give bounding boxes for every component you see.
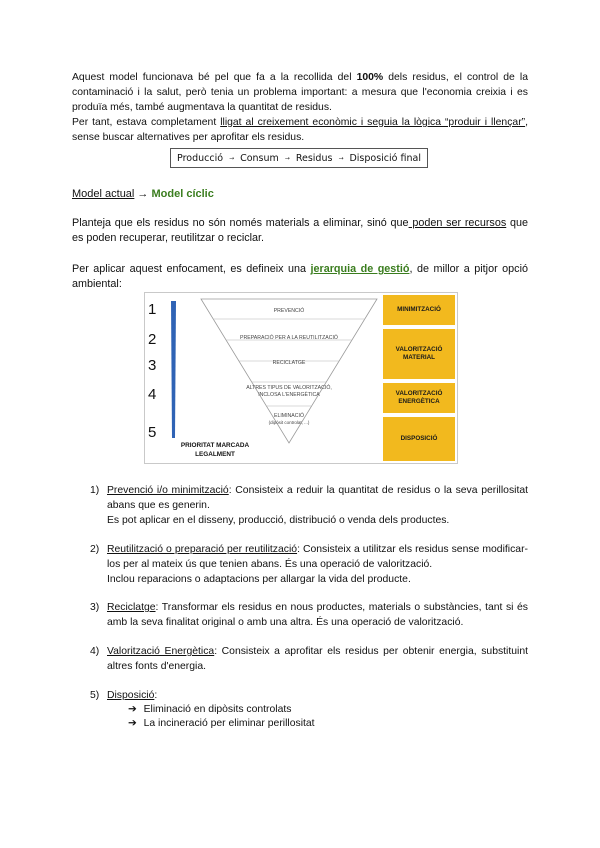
- level-number-2: 2: [148, 331, 157, 348]
- level-prevencio: PREVENCIÓ: [273, 308, 305, 314]
- flow-step-disposicio: Disposició final: [349, 152, 421, 164]
- arrow-bullet-icon: ➔: [128, 718, 137, 729]
- waste-hierarchy-figure: [144, 292, 458, 464]
- level-number-1: 1: [148, 301, 157, 318]
- arrow-icon: →: [229, 154, 235, 162]
- level-reciclatge: RECICLATGE: [272, 360, 306, 366]
- list-item-prevencio: 1) Prevenció i/o minimització: Consisteix a reduir la quantitat de residus o la seva perillositat abans que es generin. Es pot aplicar en el disseny, producció, distribució o venda dels productes.: [90, 485, 528, 526]
- level-number-3: 3: [148, 357, 157, 374]
- flow-step-produccio: Producció: [177, 152, 224, 164]
- flow-step-consum: Consum: [240, 152, 279, 164]
- priority-bar: [171, 301, 176, 438]
- level-number-4: 4: [148, 386, 157, 403]
- resources-paragraph: Planteja que els residus no són només materials a eliminar, sinó que poden ser recursos que es poden recuperar, reutilitzar o reciclar.: [72, 217, 529, 244]
- section-heading: Model actual → Model cíclic: [72, 188, 214, 200]
- list-item-reutilitzacio: 2) Reutilització o preparació per reutilització: Consisteix a utilitzar els residus sense modificar-los per al mateix ús que tenien abans. És una operació de valorització. Inclou reparacions o adaptacions per allargar la vida del producte.: [90, 544, 528, 585]
- arrow-icon: →: [284, 154, 290, 162]
- box-valoritzacio-energetica: VALORITZACIÓ ENERGÈTICA: [383, 383, 455, 413]
- box-disposicio: DISPOSICIÓ: [383, 417, 455, 461]
- arrow-icon: →: [338, 154, 344, 162]
- disposicio-subitem-1: ➔ Eliminació en dipòsits controlats: [128, 704, 292, 715]
- hierarchy-link[interactable]: jerarquia de gestió: [310, 263, 410, 275]
- flow-step-residus: Residus: [295, 152, 333, 164]
- box-valoritzacio-material: VALORITZACIÓ MATERIAL: [383, 329, 455, 379]
- disposicio-subitem-2: ➔ La incineració per eliminar perillositat: [128, 718, 315, 729]
- level-number-5: 5: [148, 424, 157, 441]
- list-item-disposicio: 5) Disposició:: [90, 690, 158, 701]
- arrow-bullet-icon: ➔: [128, 704, 137, 715]
- priority-label: PRIORITAT MARCADA LEGALMENT: [180, 442, 250, 458]
- intro-paragraph-2: Per tant, estava completament lligat al creixement econòmic i seguia la lògica “produir i llençar”, sense buscar alternatives per aprofitar els residus.: [72, 117, 528, 143]
- linear-logic-link[interactable]: lligat al creixement econòmic i seguia la lògica “produir i llençar”: [220, 117, 526, 128]
- linear-flow-diagram: [170, 148, 428, 168]
- level-altres-valoritzacio: ALTRES TIPUS DE VALORITZACIÓ, INCLOSA L'ENERGÈTICA: [246, 385, 332, 398]
- hierarchy-paragraph: Per aplicar aquest enfocament, es defineix una jerarquia de gestió, de millor a pitjor opció ambiental:: [72, 263, 528, 290]
- heading-model-actual: Model actual: [72, 188, 135, 200]
- list-item-reciclatge: 3) Reciclatge: Transformar els residus en nous productes, materials o substàncies, tant si és amb la seva finalitat original o amb una altra. És una operació de valorització.: [90, 602, 528, 628]
- box-minimitzacio: MINIMITZACIÓ: [383, 295, 455, 325]
- level-eliminacio-sub: (dipòsit controlat, ...): [268, 420, 310, 425]
- level-preparacio: PREPARACIÓ PER A LA REUTILITZACIÓ: [240, 335, 338, 341]
- level-eliminacio: ELIMINACIÓ: [274, 413, 304, 419]
- heading-model-ciclic: Model cíclic: [151, 188, 214, 200]
- intro-paragraph: Aquest model funcionava bé pel que fa a la recollida del 100% dels residus, el control de la contaminació i la salut, però tenia un problema important: a mesura que l'economia creixia i es produïa més, també augmentava la quantitat de residus.: [72, 72, 528, 113]
- list-item-valoritzacio: 4) Valorització Energètica: Consisteix a aprofitar els residus per obtenir energia, substituint altres fonts d'energia.: [90, 646, 528, 672]
